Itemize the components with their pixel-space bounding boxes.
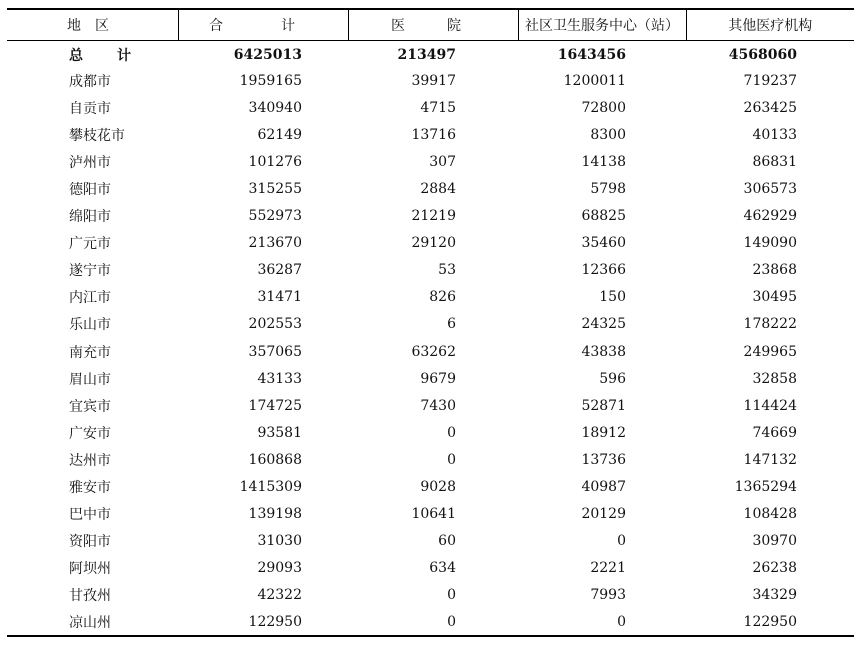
cell-region: 遂宁市	[69, 263, 111, 280]
cell-region: 乐山市	[69, 317, 111, 334]
cell-total: 36287	[257, 262, 302, 279]
cell-hospital: 13716	[411, 126, 456, 143]
cell-total: 43133	[257, 370, 302, 387]
cell-community: 0	[617, 533, 626, 550]
cell-total: 101276	[248, 153, 302, 170]
cell-total: 552973	[248, 208, 302, 225]
table-row	[7, 148, 854, 175]
cell-other: 147132	[743, 451, 797, 468]
cell-other: 4568060	[728, 46, 797, 63]
cell-community: 12366	[581, 262, 626, 279]
table-row	[7, 446, 854, 473]
cell-region: 广元市	[69, 236, 111, 253]
cell-community: 5798	[590, 181, 626, 198]
cell-region: 眉山市	[69, 371, 111, 388]
header-other: 其他医疗机构	[686, 9, 854, 40]
cell-total: 29093	[257, 560, 302, 577]
cell-total: 1959165	[239, 72, 302, 89]
cell-community: 14138	[581, 153, 626, 170]
cell-hospital: 9679	[420, 370, 456, 387]
table-row	[7, 311, 854, 338]
cell-community: 24325	[581, 316, 626, 333]
cell-total: 213670	[248, 235, 302, 252]
table-row	[7, 284, 854, 311]
cell-other: 34329	[752, 587, 797, 604]
cell-other: 263425	[743, 99, 797, 116]
cell-region: 凉山州	[7, 609, 178, 636]
cell-community: 150	[599, 289, 626, 306]
cell-other: 719237	[743, 72, 797, 89]
cell-hospital: 213497	[397, 46, 456, 63]
cell-total: 1415309	[239, 479, 302, 496]
table-row	[7, 555, 854, 582]
cell-other: 23868	[752, 262, 797, 279]
cell-total: 31030	[257, 533, 302, 550]
cell-community: 52871	[581, 397, 626, 414]
cell-community: 68825	[581, 208, 626, 225]
cell-community: 8300	[590, 126, 626, 143]
cell-total: 42322	[257, 587, 302, 604]
cell-hospital: 0	[348, 609, 518, 636]
total-row	[7, 40, 854, 67]
cell-region: 阿坝州	[69, 561, 111, 578]
cell-hospital: 2884	[420, 181, 456, 198]
cell-other: 32858	[752, 370, 797, 387]
table-body	[7, 40, 854, 636]
cell-other: 114424	[743, 397, 797, 414]
cell-community: 596	[599, 370, 626, 387]
cell-community: 0	[518, 609, 686, 636]
cell-region: 宜宾市	[69, 398, 111, 415]
cell-hospital: 6	[447, 316, 456, 333]
cell-total: 139198	[248, 506, 302, 523]
table-row	[7, 121, 854, 148]
table-row	[7, 501, 854, 528]
cell-community: 2221	[590, 560, 626, 577]
cell-region: 泸州市	[69, 154, 111, 171]
table-row	[7, 609, 854, 636]
cell-other: 108428	[743, 506, 797, 523]
cell-other: 40133	[752, 126, 797, 143]
cell-total: 6425013	[233, 46, 302, 63]
cell-hospital: 307	[429, 153, 456, 170]
cell-other: 249965	[743, 343, 797, 360]
cell-other: 306573	[743, 181, 797, 198]
cell-hospital: 7430	[420, 397, 456, 414]
cell-community: 20129	[581, 506, 626, 523]
cell-region: 自贡市	[69, 100, 111, 117]
cell-total: 202553	[248, 316, 302, 333]
cell-community: 40987	[581, 479, 626, 496]
table-row	[7, 474, 854, 501]
cell-other: 30970	[752, 533, 797, 550]
cell-other: 149090	[743, 235, 797, 252]
cell-hospital: 21219	[411, 208, 456, 225]
cell-region: 绵阳市	[69, 209, 111, 226]
cell-community: 18912	[581, 424, 626, 441]
cell-community: 1200011	[563, 72, 626, 89]
cell-other: 30495	[752, 289, 797, 306]
cell-community: 7993	[590, 587, 626, 604]
cell-hospital: 9028	[420, 479, 456, 496]
cell-hospital: 826	[429, 289, 456, 306]
cell-hospital: 10641	[411, 506, 456, 523]
header-row	[7, 9, 854, 40]
cell-total: 174725	[248, 397, 302, 414]
header-community: 社区卫生服务中心（站）	[518, 9, 686, 40]
header-region: 地 区	[7, 9, 178, 40]
cell-total: 357065	[248, 343, 302, 360]
cell-community: 1643456	[557, 46, 626, 63]
cell-total: 315255	[248, 181, 302, 198]
cell-region: 成都市	[69, 73, 111, 90]
cell-other: 74669	[752, 424, 797, 441]
cell-hospital: 0	[447, 587, 456, 604]
cell-other: 26238	[752, 560, 797, 577]
cell-region: 内江市	[69, 290, 111, 307]
cell-other: 86831	[752, 153, 797, 170]
cell-region: 达州市	[69, 452, 111, 469]
table-row	[7, 203, 854, 230]
table-row	[7, 230, 854, 257]
table-row	[7, 365, 854, 392]
cell-hospital: 4715	[420, 99, 456, 116]
table-row	[7, 67, 854, 94]
cell-community: 13736	[581, 451, 626, 468]
cell-region: 资阳市	[69, 534, 111, 551]
cell-other: 462929	[743, 208, 797, 225]
header-total: 合 计	[178, 9, 348, 40]
cell-region: 雅安市	[69, 480, 111, 497]
table-row	[7, 392, 854, 419]
cell-region: 南充市	[69, 344, 111, 361]
table-row	[7, 528, 854, 555]
cell-hospital: 39917	[411, 72, 456, 89]
cell-hospital: 29120	[411, 235, 456, 252]
cell-total: 62149	[257, 126, 302, 143]
cell-community: 43838	[581, 343, 626, 360]
cell-total: 122950	[178, 609, 348, 636]
cell-community: 72800	[581, 99, 626, 116]
table-row	[7, 175, 854, 202]
cell-hospital: 63262	[411, 343, 456, 360]
cell-total: 340940	[248, 99, 302, 116]
table-row	[7, 582, 854, 609]
cell-hospital: 0	[447, 451, 456, 468]
cell-hospital: 634	[429, 560, 456, 577]
cell-region: 攀枝花市	[69, 127, 125, 144]
cell-community: 35460	[581, 235, 626, 252]
cell-region: 甘孜州	[69, 588, 111, 605]
cell-hospital: 0	[447, 424, 456, 441]
table-row	[7, 338, 854, 365]
table-header	[7, 9, 854, 40]
table-row	[7, 94, 854, 121]
header-hospital: 医 院	[348, 9, 518, 40]
cell-total: 93581	[257, 424, 302, 441]
cell-region: 德阳市	[69, 182, 111, 199]
cell-hospital: 53	[438, 262, 456, 279]
cell-region: 总 计	[69, 47, 141, 64]
cell-region: 广安市	[69, 425, 111, 442]
table-row	[7, 419, 854, 446]
cell-total: 31471	[257, 289, 302, 306]
cell-region: 巴中市	[69, 507, 111, 524]
cell-other: 178222	[743, 316, 797, 333]
cell-total: 160868	[248, 451, 302, 468]
cell-hospital: 60	[438, 533, 456, 550]
table-row	[7, 257, 854, 284]
statistics-table	[7, 8, 854, 637]
cell-other: 122950	[686, 609, 854, 636]
cell-other: 1365294	[734, 479, 797, 496]
